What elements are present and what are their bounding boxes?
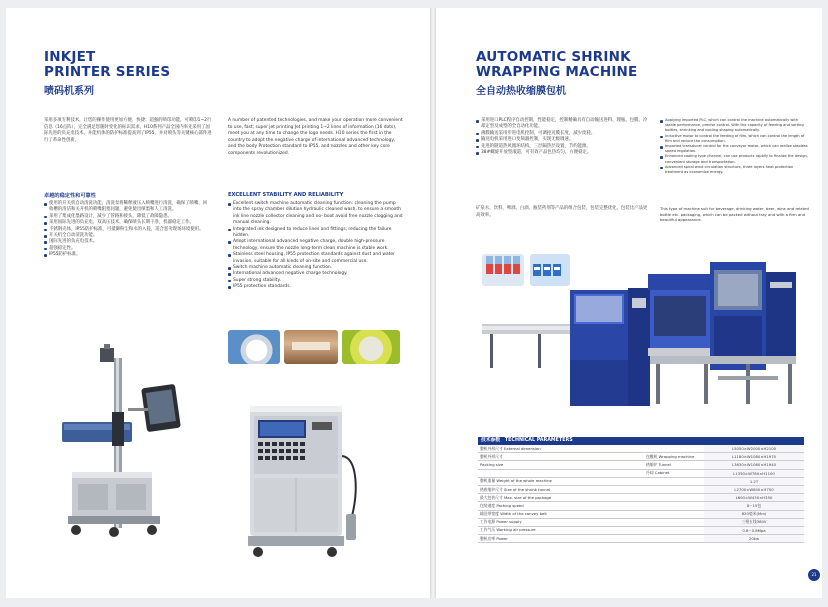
- list-item: Applying imported PLC, which can control the machine automatically with stable performance, precise control. With the capacity of feeding and sorting bottles, shrinking and cooling shaping automatically.: [660, 118, 810, 134]
- table-row: [478, 526, 804, 534]
- shrink-title-cn: 全自动热收缩膜包机: [476, 86, 566, 97]
- list-item: 薄膜输送采用步进电机控制，可调控送膜长度，减少废耗。: [476, 131, 648, 137]
- param-value: L1180×W1080×H1970: [704, 453, 804, 461]
- list-item: Switch machine automatic cleaning function.: [228, 265, 404, 271]
- list-item: Enhanced cooling type channel, can use products rapidly to finalize the design, convenient storage and transportation.: [660, 154, 810, 164]
- list-item: 使用的开关机自动清洗功能，清洗泵将稀释液压入喷嘴进行清洗，确保了喷嘴、回收槽的清洁和关开机的喷嘴阻塞问题，避免使出喷墨和人工清洗。: [44, 201, 210, 214]
- param-value: 三相五线380V: [704, 518, 804, 526]
- param-label: 最大包装尺寸 Max. size of the package: [478, 494, 644, 502]
- tech-params-table: [478, 445, 804, 543]
- param-value: L1350×W780×H1100: [704, 469, 804, 477]
- param-label: Packing size: [478, 461, 644, 469]
- shrink-title-line2: WRAPPING MACHINE: [476, 64, 638, 80]
- list-item: 采用国际先进的负充电，双高压技术，确保喷头长期干净，机器稳定工作。: [44, 220, 210, 226]
- inkjet-title-line1: INKJET: [44, 49, 96, 65]
- param-label: [478, 469, 644, 477]
- tech-params-title-en: TECHNICAL PARAMETERS: [504, 438, 573, 443]
- shrink-title-line1: AUTOMATIC SHRINK: [476, 49, 631, 65]
- list-item: Integrated ink designed to reduce lines and fittings, reducing the failure hidden.: [228, 227, 404, 240]
- inkjet-printer-image: [240, 396, 370, 564]
- table-row: [478, 445, 804, 453]
- param-value: L600×W430×H350: [704, 494, 804, 502]
- sample-thumbnail-bottle: [228, 330, 280, 364]
- param-value: 820毫米(Mm): [704, 510, 804, 518]
- left-page: [6, 8, 430, 598]
- list-item: Imported transducer control for the conveyor motor, which can realize stepless speed regulation.: [660, 144, 810, 154]
- param-label: 整机外形尺寸 External dimension: [478, 445, 644, 453]
- table-row: [478, 502, 804, 510]
- param-sub: [644, 535, 704, 543]
- list-item: 先进的隧道热风循环结构，三层隔热层设置，节约能源。: [476, 144, 648, 150]
- shrink-features-cn-list: [476, 118, 648, 156]
- shrink-wrapping-machine-image: [478, 252, 808, 432]
- param-label: 包装速度 Packing speed: [478, 502, 644, 510]
- features-cn-title: 卓越的稳定性和可靠性: [44, 193, 96, 199]
- param-value: 8~15包: [704, 502, 804, 510]
- sample-thumbnail-cap: [342, 330, 400, 364]
- list-item: IP55防护标准。: [44, 252, 210, 258]
- inkjet-title-cn: 喷码机系列: [44, 86, 94, 97]
- list-item: 38#螺旋开放型滚道，可有效产品色热均匀，方便稳定。: [476, 150, 648, 156]
- param-label: 整机重量 Weight of the whole machine: [478, 477, 644, 485]
- laser-marking-machine-image: [42, 336, 197, 548]
- print-label: [292, 342, 330, 350]
- table-row: [478, 453, 804, 461]
- param-value: 0.6~0.8Mpa: [704, 526, 804, 534]
- param-sub: [644, 518, 704, 526]
- features-en-list: [228, 201, 404, 291]
- list-item: 输送电机采用进口变频器控制，实现无级调速。: [476, 137, 648, 143]
- param-sub: 包膜机 Wrapping machine: [644, 453, 704, 461]
- usage-en: This type of machine suit for beverage, drinking water, beer, wine and related bottle etc. packaging, which can be packed without tray and with a firm and beautiful appearance.: [660, 206, 809, 223]
- list-item: Adopt international advanced negative charge, double high-pressure technology, ensure the nozzle long-term clean machine is stable work.: [228, 239, 404, 252]
- list-item: 开关机全自动清洗功能。: [44, 233, 210, 239]
- list-item: Advanced spiral wind circulation structure, three layers heat protection treatment as economize energy.: [660, 165, 810, 175]
- list-item: Super strong stability.: [228, 278, 404, 284]
- table-row: [478, 477, 804, 485]
- shrink-features-en-list: [660, 118, 810, 175]
- param-sub: [644, 494, 704, 502]
- param-sub: [644, 526, 704, 534]
- inkjet-title-line2: PRINTER SERIES: [44, 64, 171, 80]
- table-row: [478, 494, 804, 502]
- list-item: Stainless steel housing, IP55 protection standards against dust and water invasion, suitable for all kinds of on-site and commercial use.: [228, 252, 404, 265]
- table-row: [478, 461, 804, 469]
- param-sub: 冷却 Cabinet: [644, 469, 704, 477]
- param-sub: [644, 445, 704, 453]
- table-row: [478, 518, 804, 526]
- table-row: [478, 535, 804, 543]
- intro-cn: 采用多项专利技术，让您的操作使用更加方便、快捷；超强的喷印功能，可喷印1~2行信息（16点阵），完全满足您随时变化的标识需求，H10系列产品全国内率先采用了国际先进的负充电技术，并能机体的防护标准提高到了IP55，并对喷头等关键核心部件进行了革命性创新。: [44, 118, 212, 143]
- tech-params-title-cn: 技术参数: [481, 438, 501, 443]
- intro-en: A number of patented technologies, and make your operation more convenient to use, fast; super jet printing Jet printing 1~2 lines of information (16 dots), meet you at any time to change the logo needs. H10 series the first in the country to adopt the negative charge of international advanced technology, and the body Protection standard to IP55, and nozzles and other key core components revolutionized.: [228, 118, 403, 156]
- list-item: 采用了集成化墨路设计，减少了管路和接头，降低了故障隐患。: [44, 214, 210, 220]
- param-sub: [644, 477, 704, 485]
- param-label: 整机功率 Power: [478, 535, 644, 543]
- features-cn-list: [44, 201, 210, 259]
- list-item: 超强稳定性。: [44, 246, 210, 252]
- param-value: 1.2T: [704, 477, 804, 485]
- list-item: Inductive motor to control the feeding of film, which can control the length of film and reduce the consumption.: [660, 134, 810, 144]
- right-page: [436, 8, 822, 598]
- tech-params-header: [478, 437, 804, 445]
- param-label: 工作气压 Working air pressure: [478, 526, 644, 534]
- param-label: 工作电源 Power supply: [478, 518, 644, 526]
- features-en-title: EXCELLENT STABILITY AND RELIABILITY: [228, 192, 344, 198]
- param-label: 整机外形尺寸: [478, 453, 644, 461]
- param-label: 输送带宽度 Width of the convey belt: [478, 510, 644, 518]
- param-sub: 热缩炉 Tunnel: [644, 461, 704, 469]
- param-value: 20kw: [704, 535, 804, 543]
- param-value: L2700×W800×H750: [704, 485, 804, 493]
- list-item: International advanced negative charge technology.: [228, 271, 404, 277]
- list-item: Excellent switch machine automatic cleaning function: cleaning the pump into the spray chamber dilution hydraulic cleaned wash, to ensure a smooth ink line nozzle collector cleaning and no- boot avoid free nozzle clogging and manual cleaning.: [228, 201, 404, 227]
- param-sub: [644, 485, 704, 493]
- list-item: IP55 protection standards.: [228, 284, 404, 290]
- param-label: 热收缩炉尺寸 Size of the shrink tunnel: [478, 485, 644, 493]
- param-value: L3630×W1060×H1940: [704, 461, 804, 469]
- usage-cn: 矿泉水、饮料、啤酒、白酒、瓶装药剂等产品的组合包装，包装完整优化，包装比产品更高效率。: [476, 206, 648, 218]
- param-sub: [644, 510, 704, 518]
- param-value: L5050×W2000×H2100: [704, 445, 804, 453]
- sample-thumbnail-box: [284, 330, 338, 364]
- page-number-badge: 21: [808, 569, 820, 581]
- list-item: 不锈钢壳体，IP55防护标准，可抵御粉尘和水的入侵，适合恶劣现场环境使用。: [44, 227, 210, 233]
- table-row: [478, 510, 804, 518]
- table-row: [478, 469, 804, 477]
- param-sub: [644, 502, 704, 510]
- list-item: 国际先进的负充电技术。: [44, 239, 210, 245]
- list-item: 采用进口PLC程序自动控制，性能稳定，控制精确具有自动输送进料、理瓶、包膜、冷却定型及成型的全自动化功能。: [476, 118, 648, 131]
- table-row: [478, 485, 804, 493]
